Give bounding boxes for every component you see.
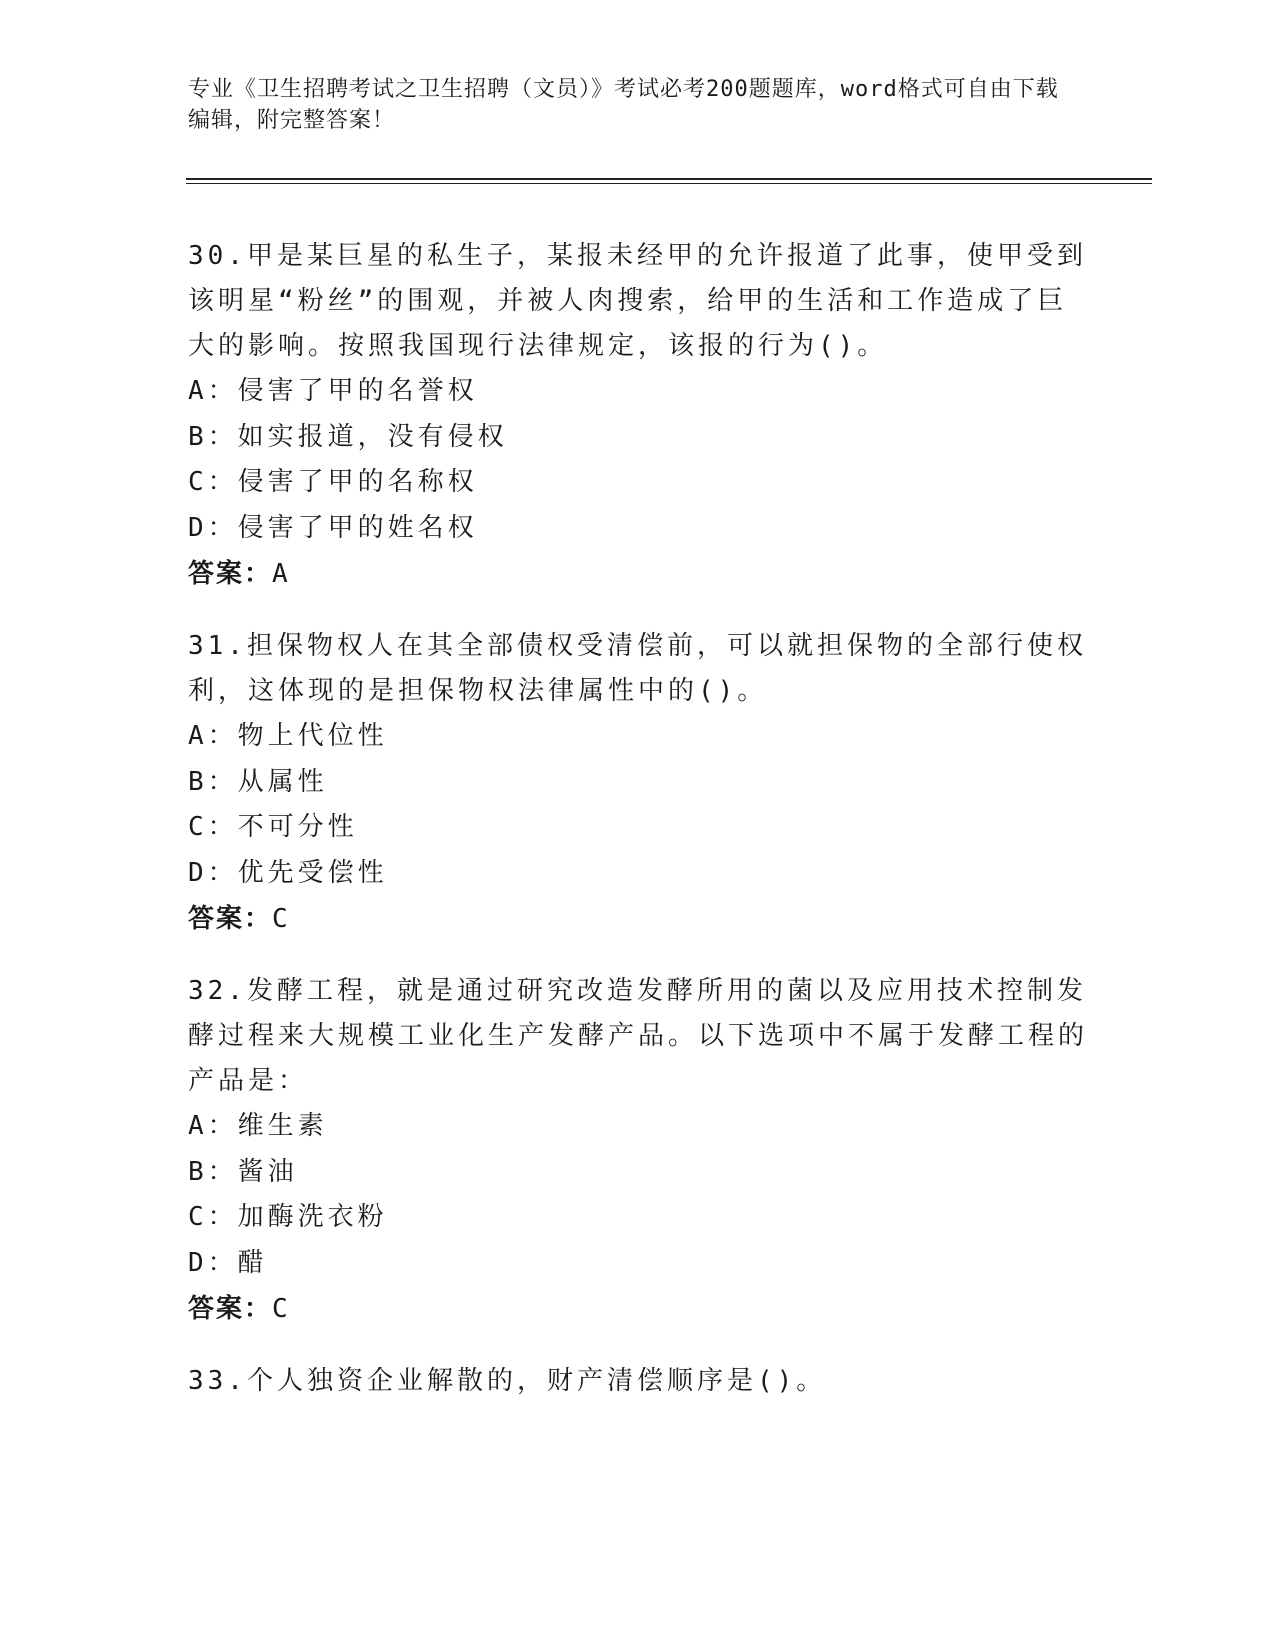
header-divider-thin xyxy=(186,183,1152,184)
option-b: B：如实报道，没有侵权 xyxy=(188,421,508,452)
question-31 xyxy=(188,624,1088,942)
answer-value: A xyxy=(272,559,289,589)
question-list xyxy=(188,234,1088,1431)
question-text: 32.发酵工程，就是通过研究改造发酵所用的菌以及应用技术控制发酵过程来大规模工业化生产发酵产品。以下选项中不属于发酵工程的产品是： xyxy=(188,976,1089,1096)
option-d: D：优先受偿性 xyxy=(188,857,388,888)
answer-line xyxy=(188,1286,1088,1332)
option-c: C：加酶洗衣粉 xyxy=(188,1202,388,1232)
question-30 xyxy=(188,234,1088,597)
question-text: 30.甲是某巨星的私生子，某报未经甲的允许报道了此事，使甲受到该明星“粉丝”的围观，并被人肉搜索，给甲的生活和工作造成了巨大的影响。按照我国现行法律规定，该报的行为()。 xyxy=(188,241,1087,361)
question-text: 31.担保物权人在其全部债权受清偿前，可以就担保物的全部行使权利，这体现的是担保物权法律属性中的()。 xyxy=(188,631,1087,706)
answer-value: C xyxy=(272,1294,289,1324)
option-a: A：物上代位性 xyxy=(188,721,388,751)
option-a: A：侵害了甲的名誉权 xyxy=(188,376,478,406)
answer-label: 答案： xyxy=(188,904,273,934)
header-divider-thick xyxy=(186,178,1152,180)
option-c: C：侵害了甲的名称权 xyxy=(188,467,478,497)
option-b: B：酱油 xyxy=(188,1156,298,1187)
option-d: D：醋 xyxy=(188,1247,268,1278)
question-33 xyxy=(188,1359,1088,1404)
question-text: 33.个人独资企业解散的，财产清偿顺序是()。 xyxy=(188,1366,827,1396)
answer-line xyxy=(188,896,1088,942)
option-d: D：侵害了甲的姓名权 xyxy=(188,512,478,543)
option-c: C：不可分性 xyxy=(188,812,358,842)
option-b: B：从属性 xyxy=(188,766,328,797)
document-header: 专业《卫生招聘考试之卫生招聘（文员）》考试必考200题题库，word格式可自由下载编辑，附完整答案！ xyxy=(188,77,1059,133)
answer-label: 答案： xyxy=(188,1294,273,1324)
answer-value: C xyxy=(272,904,289,934)
question-32 xyxy=(188,969,1088,1332)
option-a: A：维生素 xyxy=(188,1111,328,1141)
answer-label: 答案： xyxy=(188,559,273,589)
answer-line xyxy=(188,551,1088,597)
